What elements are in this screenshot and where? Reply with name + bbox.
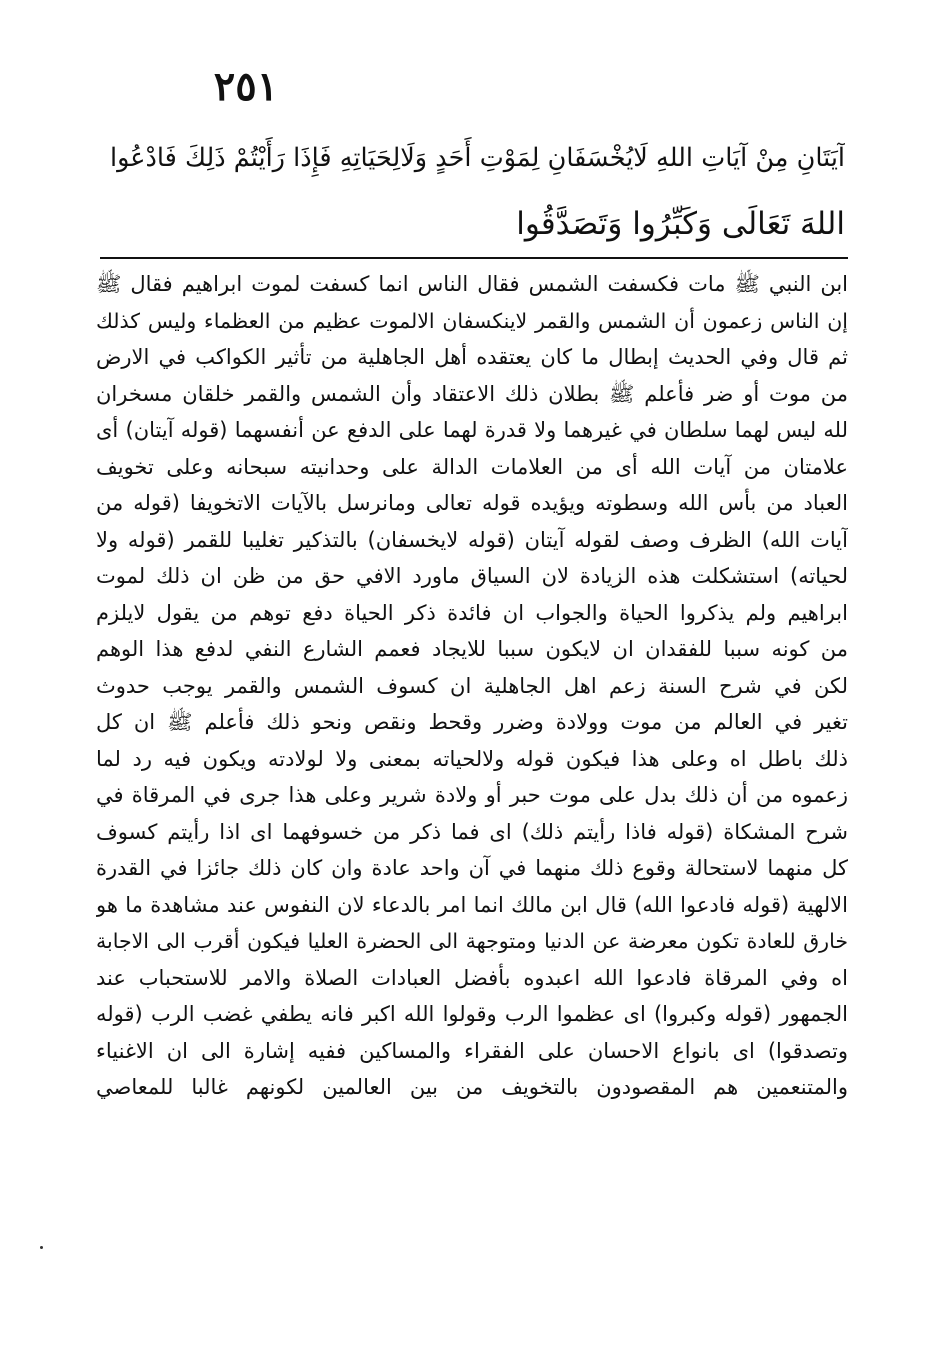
- commentary-line: كل منهما لاستحالة وقوع ذلك منهما في آن واحد عادة وان كان ذلك جائزا في القدرة: [96, 856, 848, 880]
- commentary-line: من موت أو ضر فأعلم ﷺ بطلان ذلك الاعتقاد وأن الشمس والقمر خلقان مسخران: [96, 381, 848, 406]
- commentary-text: [96, 266, 848, 1106]
- commentary-line: الالهية (قوله فادعوا الله) قال ابن مالك انما امر بالدعاء لان النفوس عند مشاهدة ما هو: [96, 892, 848, 917]
- commentary-line: تغير في العالم من موت وولادة وضرر وقحط ونقص ونحو ذلك فأعلم ﷺ ان كل: [96, 710, 848, 734]
- page-number: ٢٥١: [213, 63, 279, 110]
- commentary-line: وتصدقوا) اى بانواع الاحسان على الفقراء والمساكين ففيه إشارة الى ان الاغنياء: [96, 1038, 848, 1063]
- commentary-line: ثم قال وفي الحديث إبطال ما كان يعتقده أهل الجاهلية من تأثير الكواكب في الارض: [96, 345, 848, 369]
- commentary-line: العباد من بأس الله وسطوته ويؤيده قوله تعالى ومانرسل بالآيات الاتخويفا (قوله من: [96, 491, 848, 515]
- commentary-line: لكن في شرح السنة زعم اهل الجاهلية ان كسوف الشمس والقمر يوجب حدوث: [96, 673, 848, 698]
- commentary-line: إن الناس زعمون أن الشمس والقمر لاينكسفان الالموت عظيم من العظماء وليس كذلك: [96, 308, 848, 333]
- ink-speck: [40, 1246, 43, 1249]
- commentary-line: علامتان من آيات الله أى من العلامات الدالة على وحدانيته سبحانه وعلى تخويف: [96, 454, 848, 479]
- commentary-line: شرح المشكاة (قوله فاذا رأيتم ذلك) اى فما ذكر من خسوفهما اى اذا رأيتم كسوف: [96, 819, 848, 844]
- commentary-line: آيات الله) الظرف وصف لقوله آيتان (قوله لايخسفان) بالتذكير تغليبا للقمر (قوله ولا: [96, 527, 848, 552]
- commentary-line: لله ليس لهما سلطان في غيرهما ولا قدرة لهما على الدفع عن أنفسهما (قوله آيتان) أى: [96, 418, 848, 442]
- hadith-line: اللهَ تَعَالَى وَكَبِّرُوا وَتَصَدَّقُوا: [516, 206, 845, 242]
- commentary-line: اه وفي المرقاة فادعوا الله اعبدوه بأفضل العبادات الصلاة والامر للاستحباب عند: [96, 965, 848, 990]
- commentary-line: لحياته) استشكلت هذه الزيادة لان السياق ماورد الافي حق من ظن ان ذلك لموت: [96, 564, 848, 588]
- hadith-line: آيَتَانِ مِنْ آيَاتِ اللهِ لَايُخْسَفَانِ لِمَوْتِ أَحَدٍ وَلَالِحَيَاتِهِ فَإِذَا رَأَيْتُمْ ذَلِكَ فَادْعُوا: [110, 143, 845, 173]
- commentary-line: والمتنعمين هم المقصودون بالتخويف من بين العالمين لكونهم غالبا للمعاصي: [96, 1075, 848, 1099]
- section-divider: [100, 257, 848, 259]
- commentary-line: خارق للعادة تكون معرضة عن الدنيا ومتوجهة الى الحضرة العليا فيكون أقرب الى الاجابة: [96, 929, 848, 953]
- commentary-line: الجمهور (قوله وكبروا) اى عظموا الرب وقولوا الله اكبر فانه يطفي غضب الرب (قوله: [96, 1002, 848, 1026]
- commentary-line: ذلك باطل اه وعلى هذا فيكون قوله ولالحياته بمعنى ولا لولادته ويكون فيه رد لما: [96, 746, 848, 771]
- commentary-line: ابراهيم ولم يذكروا الحياة والجواب ان فائدة ذكر الحياة دفع توهم من يقول لايلزم: [96, 600, 848, 625]
- commentary-line: ابن النبي ﷺ مات فكسفت الشمس فقال الناس انما كسفت لموت ابراهيم فقال ﷺ: [96, 272, 848, 296]
- commentary-line: زعموه من أن ذلك بدل على موت حبر أو ولادة شرير وعلى هذا جرى في المرقاة في: [96, 783, 848, 807]
- hadith-text: [110, 125, 845, 257]
- commentary-line: من كونه سببا للفقدان ان لايكون سببا للايجاد فعمم الشارع النفي لدفع هذا الوهم: [96, 637, 848, 661]
